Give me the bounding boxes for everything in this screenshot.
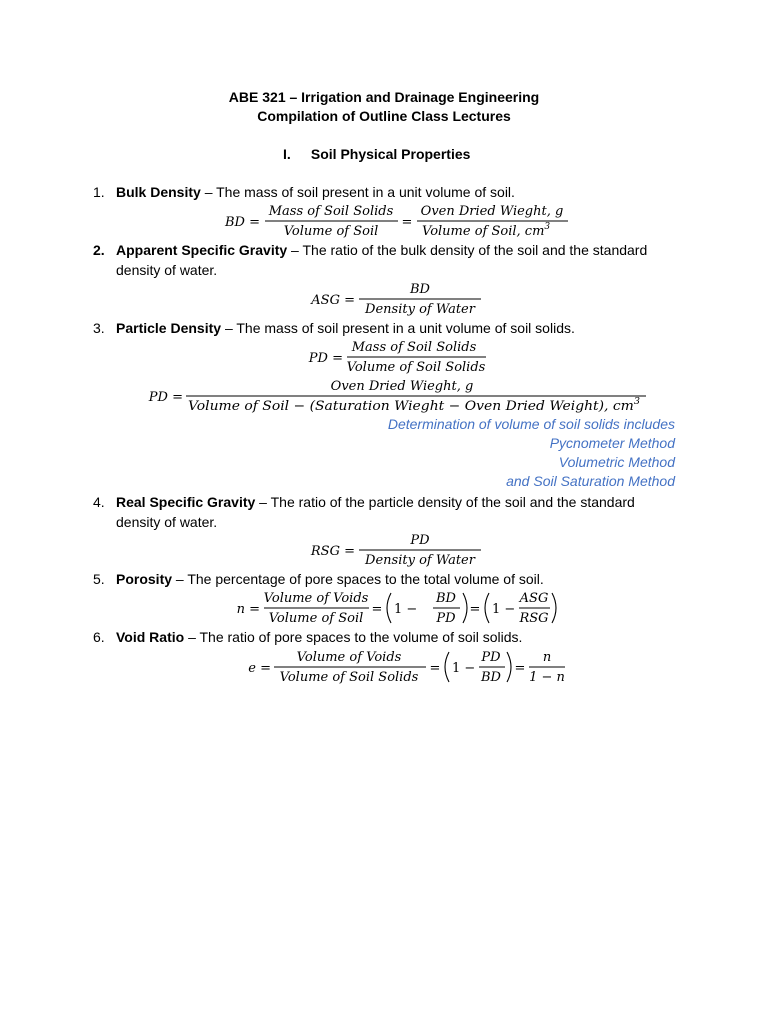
document-subtitle: Compilation of Outline Class Lectures [257,108,511,124]
apparent-specific-gravity-equation [305,278,490,320]
right-paren [552,593,556,623]
eq-denominator: Volume of Soil [268,611,364,626]
right-paren [463,593,467,623]
real-specific-gravity-equation [305,529,490,571]
void-ratio-equation [243,646,573,688]
item-term: Real Specific Gravity [116,494,256,510]
eq-denominator: Volume of Soil Solids [346,360,486,375]
item-definition: – The ratio of the particle density of the soil and the standard density of water. [116,494,635,530]
eq-denominator: 1 − n [529,670,565,685]
right-paren [507,652,511,682]
item-number: 4. [93,494,105,510]
eq-equals: = [401,215,413,230]
eq-equals: = [429,661,441,676]
section-title: Soil Physical Properties [310,146,471,162]
eq-lhs: PD = [148,390,183,405]
eq-denominator [422,222,550,239]
eq-numerator: BD [410,282,430,297]
eq-numerator: Oven Dried Wieght, g [330,379,474,394]
item-number: 5. [93,571,105,587]
eq-superscript: 3 [633,397,640,407]
note-line: Volumetric Method [558,454,675,470]
eq-denominator [188,397,640,414]
eq-equals: = [371,602,383,617]
item-definition: – The ratio of the bulk density of the soil and the standard density of water. [116,242,648,278]
eq-denominator: RSG [519,611,549,626]
eq-superscript: 3 [544,222,551,232]
section-heading [283,146,470,162]
item-text [116,628,676,648]
note-line: Determination of volume of soil solids includes [387,416,675,432]
eq-lhs: e = [248,661,271,676]
eq-denominator: Density of Water [365,302,475,317]
eq-denominator: BD [481,670,501,685]
eq-numerator: Volume of Voids [263,591,369,606]
eq-lhs: BD = [224,215,260,230]
item-definition: – The mass of soil present in a unit volume of soil solids. [221,320,575,336]
particle-density-saturation-equation [140,375,660,417]
eq-numerator: Mass of Soil Solids [351,340,477,355]
item-text [116,493,676,532]
eq-one-minus: 1 − [394,602,418,617]
item-number: 6. [93,629,105,645]
particle-density-equation [295,336,495,378]
eq-numerator: PD [481,650,501,665]
eq-one-minus: 1 − [452,661,476,676]
eq-numerator: PD [410,533,430,548]
left-paren [387,593,391,623]
eq-denominator-text: Volume of Soil − (Saturation Wieght − Oven Dried Weight), cm [188,399,605,414]
eq-denominator-text: Volume of Soil, cm [422,224,545,239]
item-term: Apparent Specific Gravity [116,242,288,258]
left-paren [445,652,449,682]
eq-numerator: ASG [519,591,549,606]
course-title: ABE 321 – Irrigation and Drainage Engineering [228,89,540,105]
eq-denominator: Volume of Soil [283,224,379,239]
item-term: Bulk Density [116,184,201,200]
eq-lhs: PD = [308,351,343,366]
item-text [116,241,676,280]
item-term: Porosity [116,571,173,587]
item-number: 2. [93,242,105,258]
item-number: 1. [93,184,105,200]
item-definition: – The ratio of pore spaces to the volume of soil solids. [184,629,523,645]
eq-numerator: Oven Dried Wieght, g [420,204,564,219]
item-definition: – The percentage of pore spaces to the total volume of soil. [172,571,544,587]
eq-numerator: Mass of Soil Solids [268,204,394,219]
porosity-equation [228,587,568,629]
eq-denominator: Volume of Soil Solids [279,670,419,685]
eq-denominator: Density of Water [365,553,475,568]
left-paren [485,593,489,623]
eq-lhs: ASG = [311,293,355,308]
eq-equals: = [514,661,526,676]
item-number: 3. [93,320,105,336]
eq-numerator: BD [436,591,456,606]
eq-equals: = [469,602,481,617]
note-line: and Soil Saturation Method [506,473,675,489]
section-number: I. [283,146,291,162]
bulk-density-equation [215,200,575,242]
eq-numerator: Volume of Voids [296,650,402,665]
item-term: Void Ratio [116,629,185,645]
item-term: Particle Density [116,320,222,336]
note-line: Pycnometer Method [549,435,675,451]
eq-one-minus: 1 − [492,602,516,617]
eq-lhs: n = [236,602,260,617]
eq-lhs: RSG = [310,544,355,559]
eq-denominator: PD [436,611,456,626]
eq-numerator: n [542,650,552,665]
item-definition: – The mass of soil present in a unit volume of soil. [200,184,515,200]
